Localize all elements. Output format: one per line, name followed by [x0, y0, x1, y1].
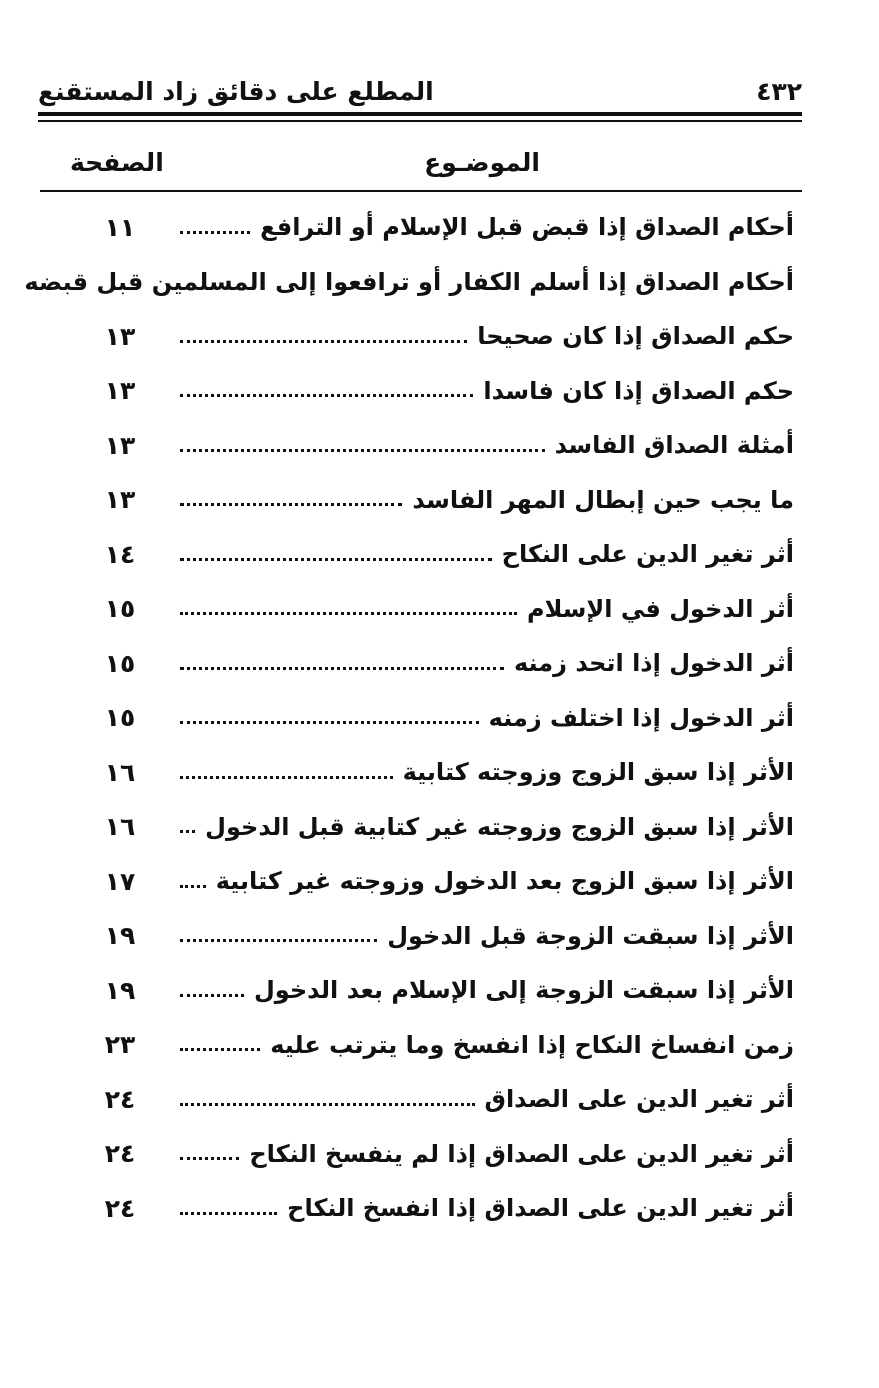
page-column-heading: الصفحة — [70, 148, 164, 177]
toc-dot-leader — [180, 939, 377, 942]
toc-entry-title: الأثر إذا سبق الزوج بعد الدخول وزوجته غير كتابية — [215, 867, 794, 896]
toc-entry-page: ١٥ — [104, 648, 136, 678]
toc-dot-leader — [180, 394, 473, 397]
toc-column-headers — [40, 140, 802, 190]
toc-entry-title: الأثر إذا سبق الزوج وزوجته كتابية — [402, 758, 794, 787]
toc-entry-title: ما يجب حين إبطال المهر الفاسد — [412, 485, 794, 514]
toc-dot-leader — [180, 885, 206, 888]
toc-dot-leader — [180, 1103, 475, 1106]
toc-entry — [80, 636, 794, 691]
toc-entry-page: ٢٤ — [104, 1193, 136, 1223]
column-header-rule — [40, 190, 802, 192]
toc-dot-leader — [180, 340, 467, 343]
toc-entry-title: حكم الصداق إذا كان صحيحا — [477, 322, 794, 351]
toc-entry-page: ١١ — [104, 212, 136, 242]
toc-entry — [80, 854, 794, 909]
toc-entry-page: ١٩ — [104, 975, 136, 1005]
toc-entry-page: ١٦ — [104, 812, 136, 842]
toc-entry-title: الأثر إذا سبقت الزوجة إلى الإسلام بعد الدخول — [253, 976, 794, 1005]
toc-dot-leader — [180, 449, 545, 452]
toc-entry-page: ١٤ — [104, 539, 136, 569]
toc-entry — [80, 1072, 794, 1127]
toc-entry — [80, 200, 794, 255]
toc-entry — [80, 527, 794, 582]
toc-entry-page: ١٦ — [104, 757, 136, 787]
toc-dot-leader — [180, 721, 479, 724]
toc-entry — [80, 909, 794, 964]
toc-entry — [80, 364, 794, 419]
toc-dot-leader — [180, 830, 195, 833]
toc-dot-leader — [180, 1157, 239, 1160]
toc-entry-page: ٢٣ — [104, 1030, 136, 1060]
toc-entry-title: أحكام الصداق إذا أسلم الكفار أو ترافعوا إلى المسلمين قبل قبضه — [24, 267, 794, 296]
toc-entry-page: ١٩ — [104, 921, 136, 951]
toc-entry-title: أثر الدخول إذا اختلف زمنه — [488, 703, 794, 732]
toc-entry-title: أثر الدخول في الإسلام — [526, 594, 794, 623]
toc-dot-leader — [180, 1212, 277, 1215]
toc-dot-leader — [180, 994, 244, 997]
toc-dot-leader — [180, 503, 402, 506]
toc-entry — [80, 800, 794, 855]
toc-entry — [80, 1181, 794, 1236]
toc-entry-page: ٢٤ — [104, 1084, 136, 1114]
page-number: ٤٣٢ — [756, 77, 802, 106]
toc-dot-leader — [180, 231, 250, 234]
toc-entry-page: ١٥ — [104, 703, 136, 733]
toc-entry-page: ١٣ — [104, 485, 136, 515]
topic-column-heading: الموضـوع — [424, 148, 540, 177]
toc-entry — [24, 255, 794, 310]
toc-entry-title: زمن انفساخ النكاح إذا انفسخ وما يترتب عليه — [270, 1030, 794, 1059]
toc-entry-page: ١٧ — [104, 866, 136, 896]
toc-entry — [80, 582, 794, 637]
toc-entry-page: ١٣ — [104, 376, 136, 406]
toc-entry — [80, 1018, 794, 1073]
toc-entry — [80, 691, 794, 746]
toc-entry — [80, 473, 794, 528]
toc-entry-title: حكم الصداق إذا كان فاسدا — [483, 376, 794, 405]
toc-dot-leader — [180, 1048, 260, 1051]
toc-entry-title: الأثر إذا سبقت الزوجة قبل الدخول — [387, 921, 794, 950]
table-of-contents — [24, 200, 794, 1236]
toc-entry — [80, 309, 794, 364]
toc-entry-title: أثر الدخول إذا اتحد زمنه — [513, 649, 794, 678]
toc-entry-title: الأثر إذا سبق الزوج وزوجته غير كتابية قبل الدخول — [205, 812, 794, 841]
toc-entry-page: ١٥ — [104, 594, 136, 624]
toc-entry-page: ٢٤ — [104, 1139, 136, 1169]
book-title: المطلع على دقائق زاد المستقنع — [38, 77, 434, 106]
running-head — [38, 72, 802, 112]
toc-entry-page: ١٣ — [104, 321, 136, 351]
toc-entry-title: أحكام الصداق إذا قبض قبل الإسلام أو الترافع — [260, 213, 794, 242]
toc-entry-title: أمثلة الصداق الفاسد — [554, 431, 794, 460]
toc-dot-leader — [180, 776, 393, 779]
header-rule-thin — [38, 120, 802, 122]
toc-dot-leader — [180, 612, 517, 615]
toc-entry — [80, 745, 794, 800]
toc-entry-title: أثر تغير الدين على الصداق إذا لم ينفسخ النكاح — [249, 1139, 794, 1168]
toc-entry — [80, 1127, 794, 1182]
toc-entry-title: أثر تغير الدين على النكاح — [501, 540, 794, 569]
toc-entry — [80, 963, 794, 1018]
toc-entry-title: أثر تغير الدين على الصداق — [484, 1085, 794, 1114]
toc-entry-title: أثر تغير الدين على الصداق إذا انفسخ النكاح — [287, 1194, 794, 1223]
toc-dot-leader — [180, 558, 492, 561]
toc-entry-page: ١٣ — [104, 430, 136, 460]
header-rule-thick — [38, 112, 802, 116]
toc-dot-leader — [180, 667, 504, 670]
toc-entry — [80, 418, 794, 473]
